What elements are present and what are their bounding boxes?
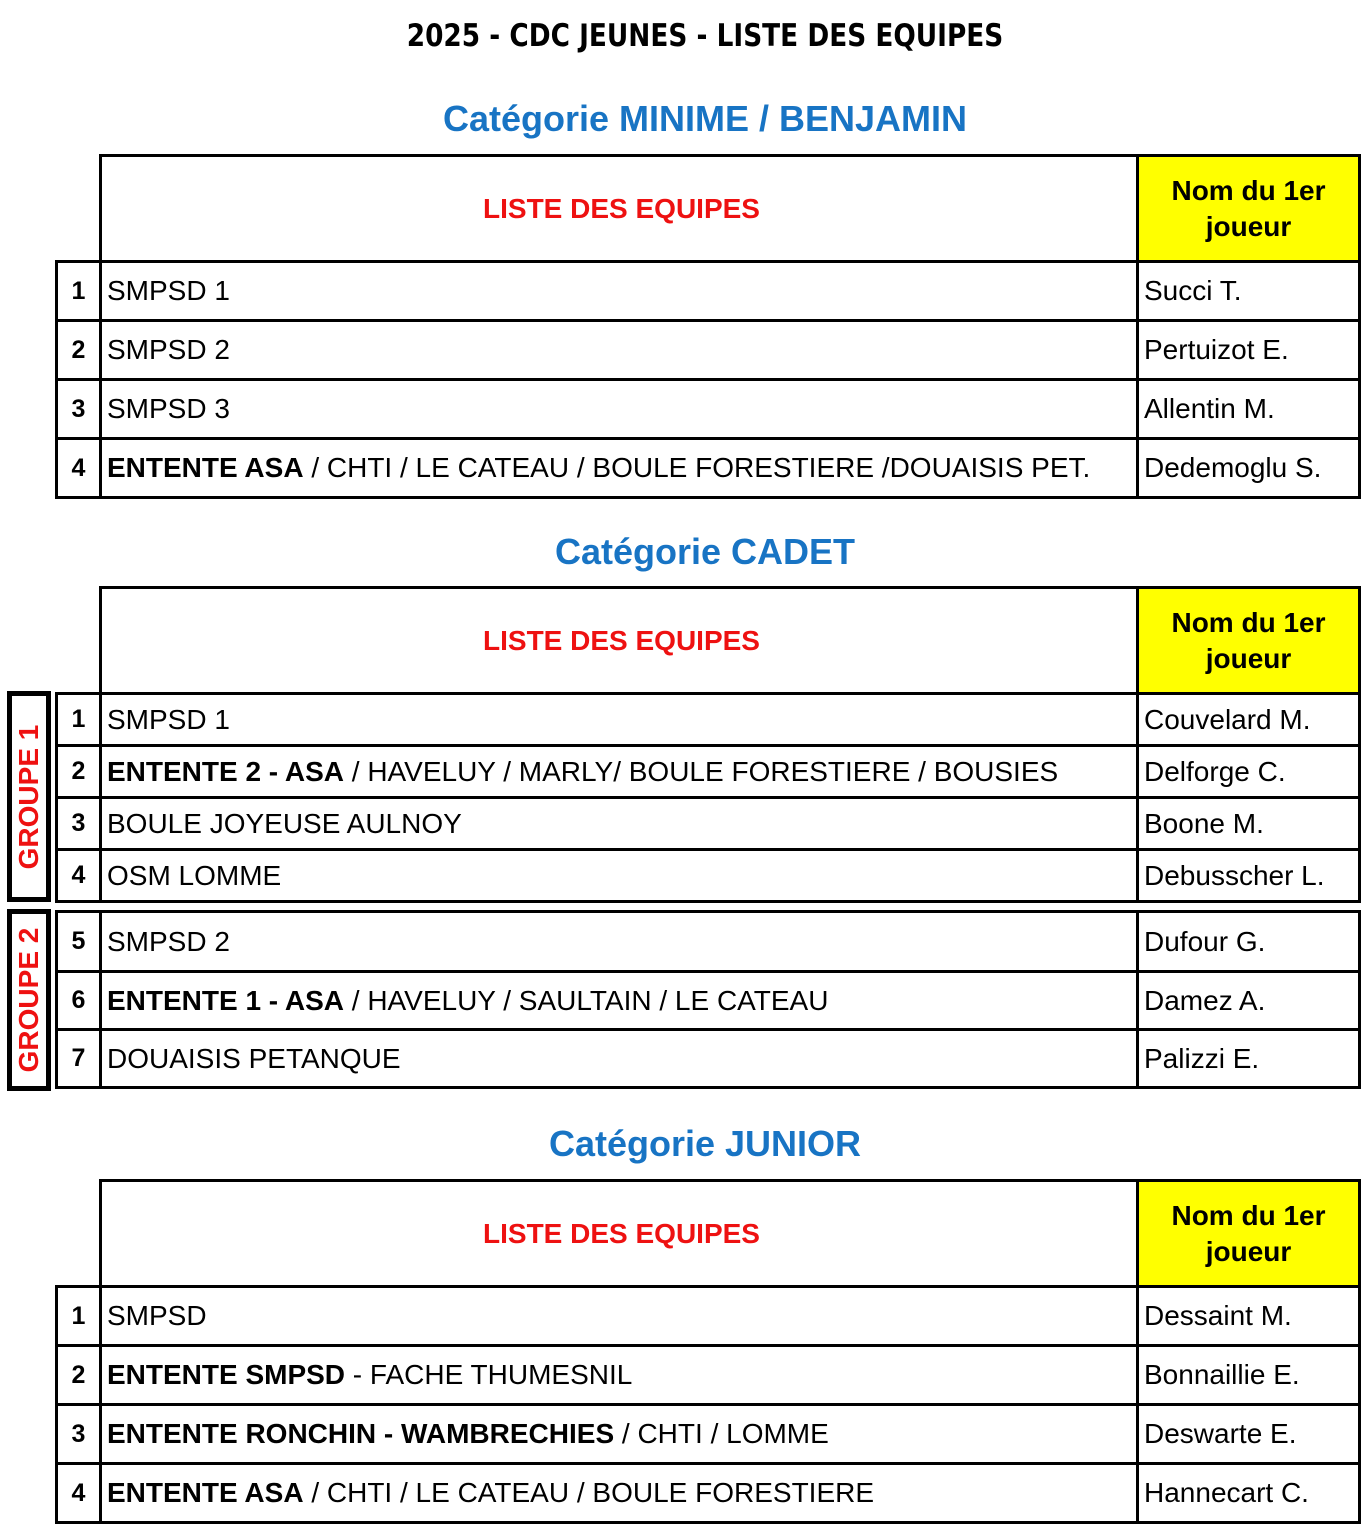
team-name: SMPSD 3: [101, 380, 1138, 439]
team-name: SMPSD 2: [101, 321, 1138, 380]
row-number: 5: [57, 912, 101, 972]
row-number: 2: [57, 321, 101, 380]
row-number: 3: [57, 380, 101, 439]
team-name: ENTENTE SMPSD - FACHE THUMESNIL: [101, 1346, 1138, 1405]
team-name: ENTENTE RONCHIN - WAMBRECHIES / CHTI / LOMME: [101, 1405, 1138, 1464]
player-name: Boone M.: [1138, 798, 1360, 850]
player-name: Deswarte E.: [1138, 1405, 1360, 1464]
player-name: Delforge C.: [1138, 746, 1360, 798]
teams-header: LISTE DES EQUIPES: [101, 588, 1138, 694]
player-name: Couvelard M.: [1138, 694, 1360, 746]
player-name: Debusscher L.: [1138, 850, 1360, 902]
category-title-junior: Catégorie JUNIOR: [548, 1123, 862, 1164]
row-number: 2: [57, 1346, 101, 1405]
table-row: [57, 798, 1360, 850]
team-name: OSM LOMME: [101, 850, 1138, 902]
team-name: ENTENTE 2 - ASA / HAVELUY / MARLY/ BOULE FORESTIERE / BOUSIES: [101, 746, 1138, 798]
player-name: Dedemoglu S.: [1138, 439, 1360, 498]
table-row: [57, 1464, 1360, 1523]
table-row: [57, 380, 1360, 439]
table-row: [57, 912, 1360, 972]
table-row: [57, 850, 1360, 902]
team-name: SMPSD 1: [101, 262, 1138, 321]
table-row: [57, 1030, 1360, 1088]
table-row: [57, 1287, 1360, 1346]
table-row: [57, 1346, 1360, 1405]
player-name: Damez A.: [1138, 972, 1360, 1030]
player-header: Nom du 1er joueur: [1138, 588, 1360, 694]
player-name: Succi T.: [1138, 262, 1360, 321]
teams-header: LISTE DES EQUIPES: [101, 1181, 1138, 1287]
row-number: 1: [57, 694, 101, 746]
player-name: Bonnaillie E.: [1138, 1346, 1360, 1405]
category-title-minime: Catégorie MINIME / BENJAMIN: [442, 98, 968, 139]
player-header: Nom du 1er joueur: [1138, 156, 1360, 262]
table-row: [57, 972, 1360, 1030]
row-number: 3: [57, 1405, 101, 1464]
team-name: BOULE JOYEUSE AULNOY: [101, 798, 1138, 850]
team-name: SMPSD 1: [101, 694, 1138, 746]
team-name: SMPSD 2: [101, 912, 1138, 972]
group-2-label: GROUPE 2: [7, 909, 51, 1091]
table-row: [57, 262, 1360, 321]
team-name: DOUAISIS PETANQUE: [101, 1030, 1138, 1088]
row-number: 6: [57, 972, 101, 1030]
row-number: 7: [57, 1030, 101, 1088]
table-row: [57, 746, 1360, 798]
player-name: Allentin M.: [1138, 380, 1360, 439]
team-name: ENTENTE ASA / CHTI / LE CATEAU / BOULE FORESTIERE: [101, 1464, 1138, 1523]
player-name: Hannecart C.: [1138, 1464, 1360, 1523]
team-name: SMPSD: [101, 1287, 1138, 1346]
page-title: 2025 - CDC JEUNES - LISTE DES EQUIPES: [406, 18, 1004, 54]
player-name: Palizzi E.: [1138, 1030, 1360, 1088]
table-row: [57, 1405, 1360, 1464]
row-number: 3: [57, 798, 101, 850]
teams-table-cadet-group2: [55, 910, 1361, 1089]
teams-table-cadet-group1: [55, 586, 1361, 903]
teams-table-junior: [55, 1179, 1361, 1524]
row-number: 1: [57, 1287, 101, 1346]
table-row: [57, 439, 1360, 498]
player-name: Dufour G.: [1138, 912, 1360, 972]
teams-header: LISTE DES EQUIPES: [101, 156, 1138, 262]
team-name: ENTENTE 1 - ASA / HAVELUY / SAULTAIN / LE CATEAU: [101, 972, 1138, 1030]
row-number: 4: [57, 850, 101, 902]
team-name: ENTENTE ASA / CHTI / LE CATEAU / BOULE FORESTIERE /DOUAISIS PET.: [101, 439, 1138, 498]
row-number: 2: [57, 746, 101, 798]
row-number: 4: [57, 1464, 101, 1523]
row-number: 4: [57, 439, 101, 498]
player-header: Nom du 1er joueur: [1138, 1181, 1360, 1287]
table-row: [57, 321, 1360, 380]
player-name: Pertuizot E.: [1138, 321, 1360, 380]
group-1-label: GROUPE 1: [7, 691, 51, 902]
category-title-cadet: Catégorie CADET: [554, 531, 856, 572]
player-name: Dessaint M.: [1138, 1287, 1360, 1346]
row-number: 1: [57, 262, 101, 321]
teams-table-minime: [55, 154, 1361, 499]
table-row: [57, 694, 1360, 746]
